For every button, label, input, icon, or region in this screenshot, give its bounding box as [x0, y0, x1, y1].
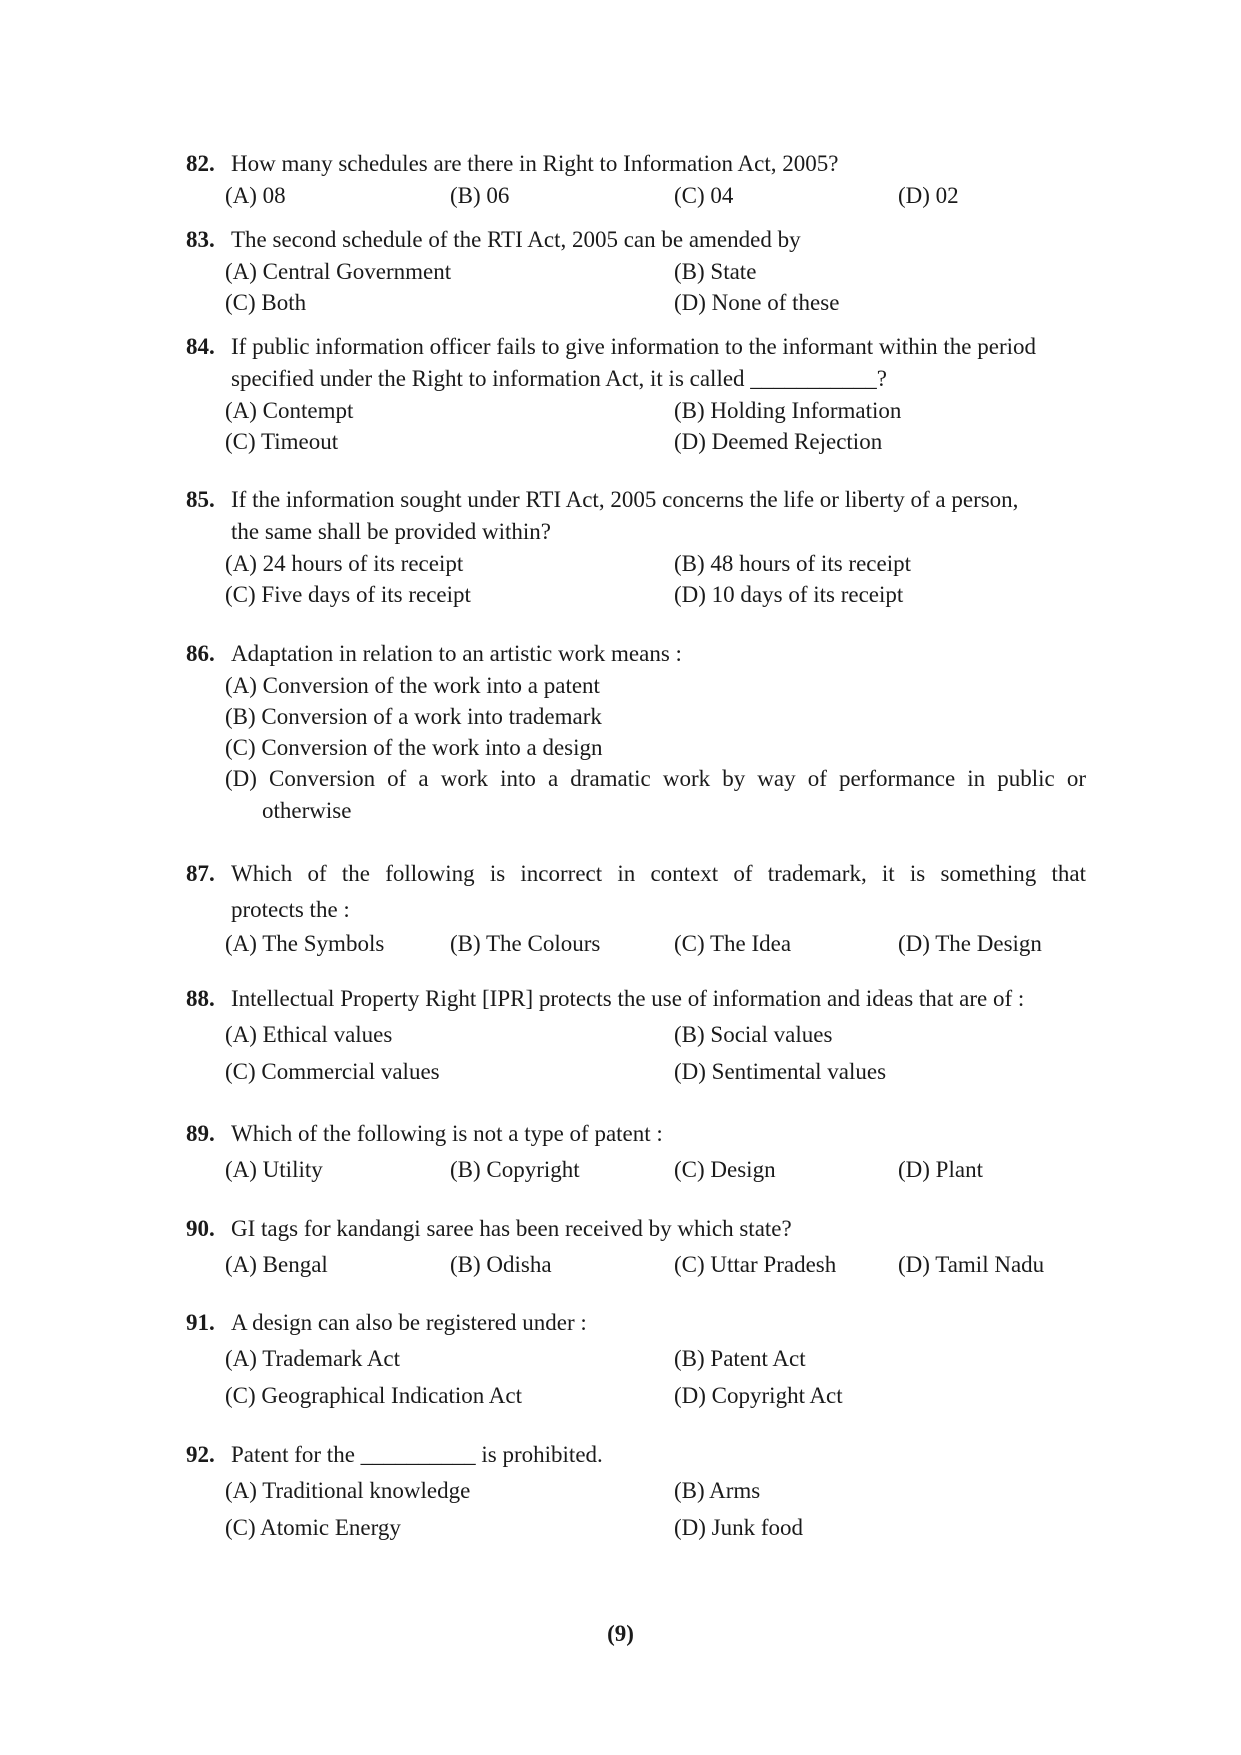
question-text: Intellectual Property Right [IPR] protects the use of information and ideas that are of :: [231, 986, 1025, 1011]
option-d-line1: (D) Conversion of a work into a dramatic work by way of performance in public or: [225, 766, 1086, 791]
options: [225, 395, 1086, 457]
question-87: [186, 856, 1086, 959]
option-a: (A) The Symbols: [225, 931, 385, 956]
option-b: (B) 06: [450, 183, 510, 208]
options: [225, 1343, 1086, 1411]
question-text: A design can also be registered under :: [231, 1310, 587, 1335]
question-text-line2: the same shall be provided within?: [231, 519, 552, 544]
option-d: (D) Junk food: [674, 1515, 804, 1540]
option-b: (B) The Colours: [450, 931, 601, 956]
options: [225, 670, 1086, 827]
question-text-line1: Which of the following is incorrect in context of trademark, it is something that: [231, 861, 1086, 886]
question-number: 87.: [186, 861, 215, 886]
question-83: [186, 224, 1086, 318]
option-c: (C) The Idea: [674, 931, 792, 956]
option-c: (C) Design: [674, 1157, 776, 1182]
option-d: (D) The Design: [898, 931, 1042, 956]
options: [225, 1475, 1086, 1543]
option-b: (B) State: [674, 259, 757, 284]
option-b: (B) Odisha: [450, 1252, 552, 1277]
options: [225, 548, 1086, 610]
option-c: (C) Five days of its receipt: [225, 582, 471, 607]
option-c: (C) Geographical Indication Act: [225, 1383, 522, 1408]
question-text: Adaptation in relation to an artistic work means :: [231, 641, 682, 666]
options: [225, 928, 1086, 959]
question-number: 83.: [186, 227, 215, 252]
option-d-line2: otherwise: [262, 798, 352, 823]
option-b: (B) Copyright: [450, 1157, 580, 1182]
question-90: [186, 1213, 1086, 1280]
question-88: [186, 983, 1086, 1087]
question-text: The second schedule of the RTI Act, 2005 can be amended by: [231, 227, 801, 252]
options: [225, 1019, 1086, 1087]
question-number: 84.: [186, 334, 215, 359]
question-number: 86.: [186, 641, 215, 666]
question-85: [186, 484, 1086, 610]
page-number: (9): [607, 1621, 634, 1646]
option-d: (D) Deemed Rejection: [674, 429, 883, 454]
option-a: (A) Bengal: [225, 1252, 328, 1277]
options: [225, 1249, 1086, 1280]
option-a: (A) Traditional knowledge: [225, 1478, 471, 1503]
options: [225, 256, 1086, 318]
option-b: (B) Social values: [674, 1022, 833, 1047]
option-a: (A) Central Government: [225, 259, 452, 284]
option-d: (D) 10 days of its receipt: [674, 582, 904, 607]
option-c: (C) Uttar Pradesh: [674, 1252, 837, 1277]
option-b: (B) Arms: [674, 1478, 761, 1503]
options: [225, 180, 1086, 211]
option-d: (D) 02: [898, 183, 959, 208]
question-89: [186, 1118, 1086, 1185]
question-number: 89.: [186, 1121, 215, 1146]
option-c: (C) 04: [674, 183, 734, 208]
question-number: 88.: [186, 986, 215, 1011]
option-c: (C) Conversion of the work into a design: [225, 735, 603, 760]
option-d: (D) Copyright Act: [674, 1383, 843, 1408]
question-text: GI tags for kandangi saree has been received by which state?: [231, 1216, 792, 1241]
option-a: (A) Utility: [225, 1157, 323, 1182]
question-86: [186, 638, 1086, 827]
option-c: (C) Both: [225, 290, 307, 315]
option-a: (A) Conversion of the work into a patent: [225, 673, 600, 698]
option-c: (C) Timeout: [225, 429, 339, 454]
question-text-line2: specified under the Right to information Act, it is called ___________?: [231, 366, 888, 391]
question-text-line2: protects the :: [231, 897, 350, 922]
option-a: (A) 08: [225, 183, 286, 208]
question-number: 91.: [186, 1310, 215, 1335]
option-b: (B) 48 hours of its receipt: [674, 551, 911, 576]
option-b: (B) Patent Act: [674, 1346, 806, 1371]
option-a: (A) Contempt: [225, 398, 354, 423]
option-d: (D) Plant: [898, 1157, 983, 1182]
option-a: (A) Ethical values: [225, 1022, 393, 1047]
option-b: (B) Holding Information: [674, 398, 902, 423]
option-d: (D) Sentimental values: [674, 1059, 887, 1084]
option-b: (B) Conversion of a work into trademark: [225, 704, 602, 729]
question-text-line1: If the information sought under RTI Act, 2005 concerns the life or liberty of a person,: [231, 487, 1019, 512]
option-d: (D) None of these: [674, 290, 840, 315]
question-text: Which of the following is not a type of patent :: [231, 1121, 663, 1146]
question-text: Patent for the __________ is prohibited.: [231, 1442, 603, 1467]
options: [225, 1154, 1086, 1185]
option-a: (A) 24 hours of its receipt: [225, 551, 464, 576]
question-92: [186, 1439, 1086, 1543]
option-d: (D) Tamil Nadu: [898, 1252, 1045, 1277]
question-91: [186, 1307, 1086, 1411]
question-number: 85.: [186, 487, 215, 512]
option-c: (C) Atomic Energy: [225, 1515, 401, 1540]
option-a: (A) Trademark Act: [225, 1346, 401, 1371]
question-text-line1: If public information officer fails to give information to the informant within the period: [231, 334, 1037, 359]
option-c: (C) Commercial values: [225, 1059, 440, 1084]
question-number: 82.: [186, 151, 215, 176]
question-number: 92.: [186, 1442, 215, 1467]
question-number: 90.: [186, 1216, 215, 1241]
question-82: [186, 148, 1086, 211]
question-84: [186, 331, 1086, 457]
question-text: How many schedules are there in Right to Information Act, 2005?: [231, 151, 839, 176]
